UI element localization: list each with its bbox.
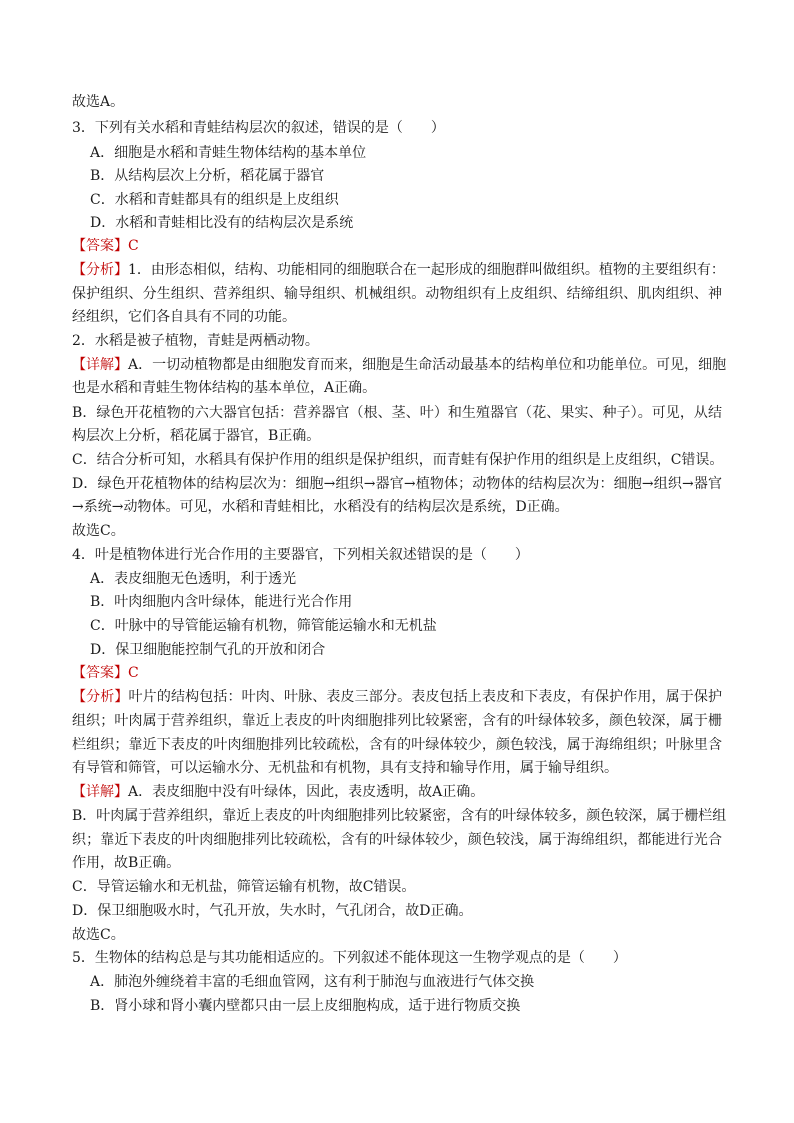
text-line [90, 569, 296, 589]
line-text: 叶片的结构包括：叶肉、叶脉、表皮三部分。表皮包括上表皮和下表皮，有保护作用，属于保护 [128, 689, 723, 705]
text-line [72, 711, 722, 731]
line-text: B．叶肉属于营养组织，靠近上表皮的叶肉细胞排列比较紧密，含有的叶绿体较多，颜色较深，属于栅栏组 [72, 808, 727, 824]
line-text: B．绿色开花植物的六大器官包括：营养器官（根、茎、叶）和生殖器官（花、果实、种子）。可见，从结 [72, 405, 722, 421]
text-line [90, 616, 437, 636]
line-text: C．结合分析可知，水稻具有保护作用的组织是保护组织，而青蛙有保护作用的组织是上皮组织，C错误。 [72, 452, 724, 468]
text-line [72, 948, 627, 968]
text-line [72, 92, 124, 112]
section-label: 【详解】 [72, 357, 128, 373]
text-line [90, 996, 520, 1016]
line-text: 构层次上分析，稻花属于器官，B正确。 [72, 428, 321, 444]
section-label: 【答案】 [72, 665, 128, 681]
text-line [72, 663, 139, 683]
line-text: B．从结构层次上分析，稻花属于器官 [90, 168, 325, 184]
text-line [72, 877, 415, 897]
text-line [72, 925, 125, 945]
line-text: 故选C。 [72, 927, 125, 943]
line-text: D．保卫细胞吸水时，气孔开放，失水时，气孔闭合，故D正确。 [72, 903, 473, 919]
text-line [72, 782, 484, 802]
text-line [72, 331, 319, 351]
section-label: 【答案】 [72, 238, 128, 254]
line-text: 故选A。 [72, 94, 125, 110]
line-text: C．水稻和青蛙都具有的组织是上皮组织 [90, 192, 339, 208]
line-text: D．水稻和青蛙相比没有的结构层次是系统 [90, 215, 354, 231]
line-text: →系统→动物体。可见，水稻和青蛙相比，水稻没有的结构层次是系统，D正确。 [72, 499, 569, 515]
text-line [72, 521, 125, 541]
text-line [90, 213, 353, 233]
line-text: 1．由形态相似，结构、功能相同的细胞联合在一起形成的细胞群叫做组织。植物的主要组织有： [128, 262, 725, 278]
text-line [72, 355, 727, 375]
line-text: D．绿色开花植物体的结构层次为：细胞→组织→器官→植物体；动物体的结构层次为：细胞→组织→器官 [72, 476, 722, 492]
line-text: A．表皮细胞中没有叶绿体，因此，表皮透明，故A正确。 [128, 784, 485, 800]
line-text: A．细胞是水稻和青蛙生物体结构的基本单位 [90, 145, 367, 161]
text-line [72, 758, 618, 778]
line-text: C．导管运输水和无机盐，筛管运输有机物，故C错误。 [72, 879, 416, 895]
line-text: A．表皮细胞无色透明，利于透光 [90, 571, 297, 587]
line-text: 3．下列有关水稻和青蛙结构层次的叙述，错误的是（ ） [72, 120, 445, 136]
line-text: 栏组织；靠近下表皮的叶肉细胞排列比较疏松，含有的叶绿体较少，颜色较浅，属于海绵组织；叶脉里含 [72, 737, 722, 753]
line-text: A．肺泡外缠绕着丰富的毛细血管网，这有利于肺泡与血液进行气体交换 [90, 974, 535, 990]
line-text: A．一切动植物都是由细胞发育而来，细胞是生命活动最基本的结构单位和功能单位。可见，细胞 [128, 357, 727, 373]
text-line [72, 806, 727, 826]
text-line [90, 592, 352, 612]
line-text: 组织；叶肉属于营养组织，靠近上表皮的叶肉细胞排列比较紧密，含有的叶绿体较多，颜色较深，属于栅 [72, 713, 722, 729]
line-text: 4．叶是植物体进行光合作用的主要器官，下列相关叙述错误的是（ ） [72, 547, 529, 563]
line-text: C．叶脉中的导管能运输有机物，筛管能运输水和无机盐 [90, 618, 437, 634]
text-line [90, 166, 324, 186]
text-line [72, 545, 529, 565]
line-text: 作用，故B正确。 [72, 855, 181, 871]
text-line [72, 474, 722, 494]
text-line [72, 735, 722, 755]
text-line [72, 901, 472, 921]
text-line [72, 853, 180, 873]
text-line [72, 497, 569, 517]
line-text: 2．水稻是被子植物，青蛙是两栖动物。 [72, 333, 319, 349]
text-line [72, 378, 376, 398]
text-line [72, 830, 722, 850]
text-line [72, 236, 139, 256]
line-text: C [128, 665, 139, 681]
line-text: 5．生物体的结构总是与其功能相适应的。下列叙述不能体现这一生物学观点的是（ ） [72, 950, 627, 966]
text-line [72, 403, 722, 423]
line-text: 故选C。 [72, 523, 125, 539]
text-line [90, 190, 339, 210]
line-text: B．肾小球和肾小囊内壁都只由一层上皮细胞构成，适于进行物质交换 [90, 998, 521, 1014]
line-text: 保护组织、分生组织、营养组织、输导组织、机械组织。动物组织有上皮组织、结缔组织、肌肉组织、神 [72, 286, 722, 302]
line-text: C [128, 238, 139, 254]
line-text: 织；靠近下表皮的叶肉细胞排列比较疏松，含有的叶绿体较少，颜色较浅，属于海绵组织，都能进行光合 [72, 832, 722, 848]
text-line [72, 426, 320, 446]
text-line [72, 687, 722, 707]
text-line [90, 143, 366, 163]
line-text: 有导管和筛管，可以运输水分、无机盐和有机物，具有支持和输导作用，属于输导组织。 [72, 760, 618, 776]
text-line [72, 307, 296, 327]
text-line [72, 284, 722, 304]
section-label: 【分析】 [72, 689, 129, 705]
line-text: D．保卫细胞能控制气孔的开放和闭合 [90, 642, 326, 658]
text-line [72, 450, 722, 470]
text-line [72, 260, 725, 280]
text-line [90, 972, 534, 992]
text-line [72, 118, 445, 138]
line-text: B．叶肉细胞内含叶绿体，能进行光合作用 [90, 594, 353, 610]
text-line [90, 640, 325, 660]
section-label: 【分析】 [72, 262, 128, 278]
section-label: 【详解】 [72, 784, 128, 800]
line-text: 也是水稻和青蛙生物体结构的基本单位，A正确。 [72, 380, 377, 396]
line-text: 经组织，它们各自具有不同的功能。 [72, 309, 296, 325]
